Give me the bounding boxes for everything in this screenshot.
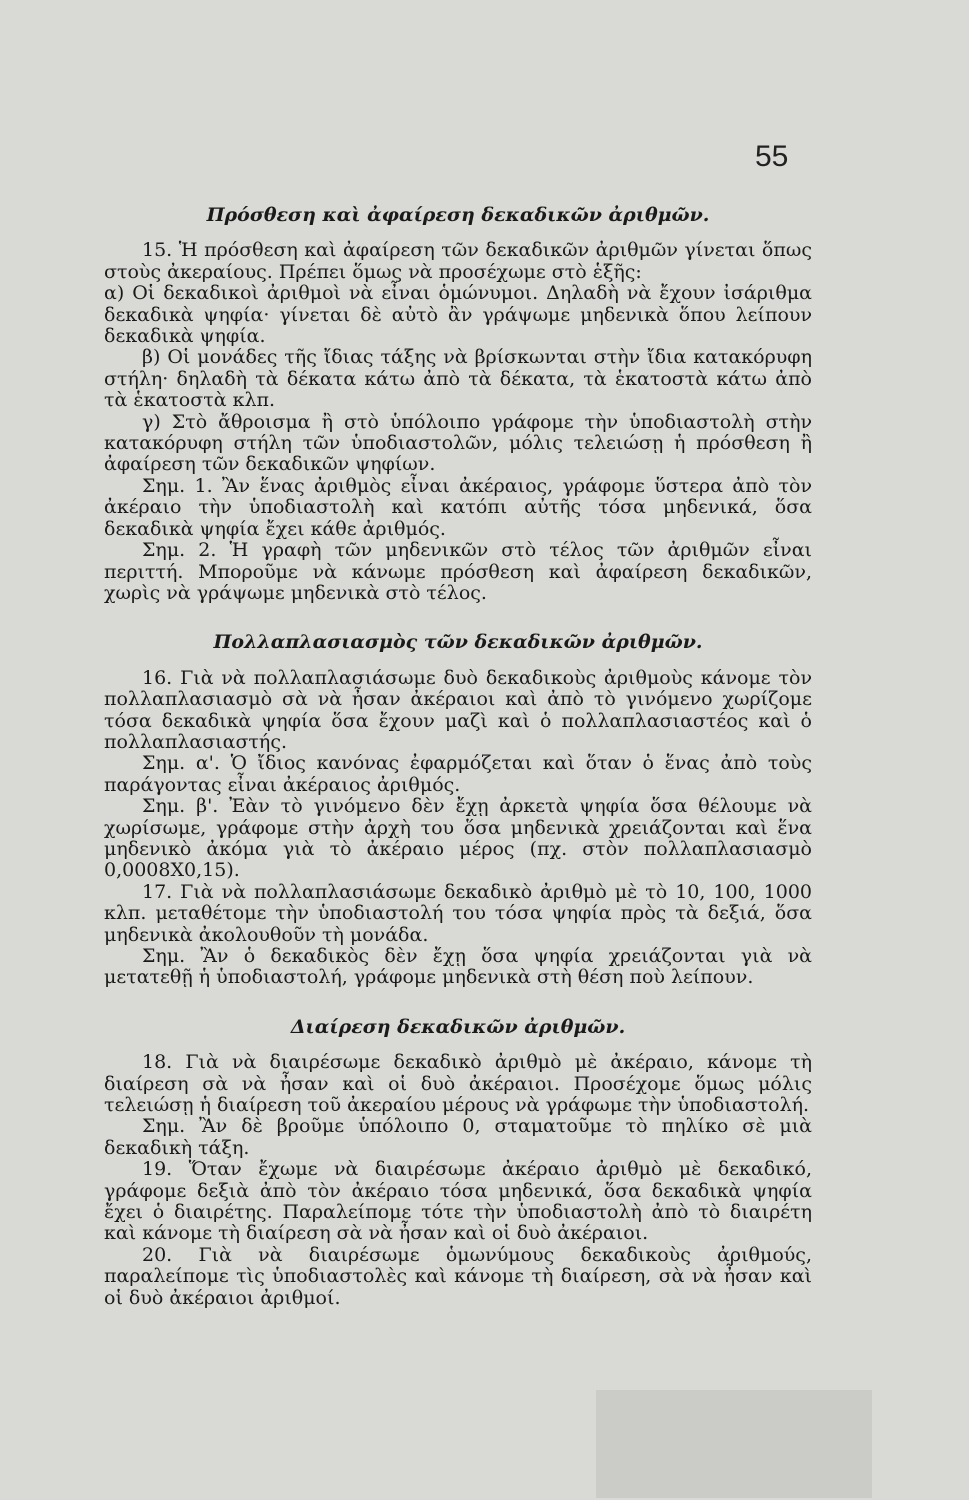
note-paragraph: Σημ. Ἂν δὲ βροῦμε ὑπόλοιπο 0, σταματοῦμε τὸ πηλίκο σὲ μιὰ δεκαδικὴ τάξη. [104,1115,812,1159]
section-heading-division: Διαίρεση δεκαδικῶν ἀριθμῶν. [290,1015,626,1038]
note-paragraph: Σημ. α'. Ὁ ἴδιος κανόνας ἐφαρμόζεται καὶ ὅταν ὁ ἕνας ἀπὸ τοὺς παράγοντας εἶναι ἀκέραιος ἀριθμός. [104,752,812,796]
note-paragraph: Σημ. 1. Ἂν ἕνας ἀριθμὸς εἶναι ἀκέραιος, γράφομε ὕστερα ἀπὸ τὸν ἀκέραιο τὴν ὑποδιαστολὴ καὶ κατόπι αὐτῆς τόσα μηδενικά, ὅσα δεκαδικὰ ψηφία ἔχει κάθε ἀριθμός. [104,474,812,540]
paragraph: 16. Γιὰ νὰ πολλαπλασιάσωμε δυὸ δεκαδικοὺς ἀριθμοὺς κάνομε τὸν πολλαπλασιασμὸ σὰ νὰ ἦσαν ἀκέραιοι καὶ ἀπὸ τὸ γινόμενο χωρίζομε τόσα δεκαδικὰ ψηφία ὅσα ἔχουν μαζὶ καὶ ὁ πολλαπλασιαστέος καὶ ὁ πολλαπλασιαστής. [104,666,812,753]
paragraph: 20. Γιὰ νὰ διαιρέσωμε ὁμωνύμους δεκαδικοὺς ἀριθμούς, παραλείπομε τὶς ὑποδιαστολὲς καὶ κάνομε τὴ διαίρεση, σὰ νὰ ἦσαν καὶ οἱ δυὸ ἀκέραιοι ἀριθμοί. [104,1243,812,1309]
section-heading-addition: Πρόσθεση καὶ ἀφαίρεση δεκαδικῶν ἀριθμῶν. [206,204,710,226]
note-paragraph: Σημ. Ἂν ὁ δεκαδικὸς δὲν ἔχῃ ὅσα ψηφία χρειάζονται γιὰ νὰ μετατεθῇ ἡ ὑποδιαστολή, γράφομε μηδενικὰ στὴ θέση ποὺ λείπουν. [104,945,812,989]
library-stamp [596,1390,872,1498]
paragraph: 17. Γιὰ νὰ πολλαπλασιάσωμε δεκαδικὸ ἀριθμὸ μὲ τὸ 10, 100, 1000 κλπ. μεταθέτομε τὴν ὑποδιαστολή του τόσα ψηφία πρὸς τὰ δεξιά, ὅσα μηδενικὰ ἀκολουθοῦν τὴ μονάδα. [104,880,812,946]
section-heading-multiplication: Πολλαπλασιασμὸς τῶν δεκαδικῶν ἀριθμῶν. [213,631,703,654]
paragraph: β) Οἱ μονάδες τῆς ἴδιας τάξης νὰ βρίσκωνται στὴν ἴδια κατακόρυφη στήλη· δηλαδὴ τὰ δέκατα κάτω ἀπὸ τὰ δέκατα, τὰ ἑκατοστὰ κάτω ἀπὸ τὰ ἑκατοστὰ κλπ. [104,346,812,412]
paragraph: α) Οἱ δεκαδικοὶ ἀριθμοὶ νὰ εἶναι ὁμώνυμοι. Δηλαδὴ νὰ ἔχουν ἰσάριθμα δεκαδικὰ ψηφία· γίνεται δὲ αὐτὸ ἂν γράψωμε μηδενικὰ ὅπου λείπουν δεκαδικὰ ψηφία. [104,282,812,348]
paragraph: γ) Στὸ ἄθροισμα ἢ στὸ ὑπόλοιπο γράφομε τὴν ὑποδιαστολὴ στὴν κατακόρυφη στήλη τῶν ὑποδιαστολῶν, μόλις τελειώσῃ ἡ πρόσθεση ἢ ἀφαίρεση τῶν δεκαδικῶν ψηφίων. [104,410,812,476]
paragraph: 19. Ὅταν ἔχωμε νὰ διαιρέσωμε ἀκέραιο ἀριθμὸ μὲ δεκαδικό, γράφομε δεξιὰ ἀπὸ τὸν ἀκέραιο τόσα μηδενικά, ὅσα δεκαδικὰ ψηφία ἔχει ὁ διαιρέτης. Παραλείπομε τότε τὴν ὑποδιαστολὴ ἀπὸ τὸ διαιρέτη καὶ κάνομε τὴ διαίρεση σὰ νὰ ἦσαν καὶ οἱ δυὸ ἀκέραιοι. [104,1158,812,1245]
note-paragraph: Σημ. β'. Ἐὰν τὸ γινόμενο δὲν ἔχῃ ἀρκετὰ ψηφία ὅσα θέλουμε νὰ χωρίσωμε, γράφομε στὴν ἀρχὴ του ὅσα μηδενικὰ χρειάζονται καὶ ἕνα μηδενικὸ ἀκόμα γιὰ τὸ ἀκέραιο μέρος (πχ. στὸν πολλαπλασιασμὸ 0,0008Χ0,15). [104,795,812,882]
paragraph: 18. Γιὰ νὰ διαιρέσωμε δεκαδικὸ ἀριθμὸ μὲ ἀκέραιο, κάνομε τὴ διαίρεση σὰ νὰ ἦσαν καὶ οἱ δυὸ ἀκέραιοι. Προσέχομε ὅμως μόλις τελειώσῃ ἡ διαίρεση τοῦ ἀκεραίου μέρους νὰ γράφωμε τὴν ὑποδιαστολή. [104,1051,812,1117]
paragraph: 15. Ἡ πρόσθεση καὶ ἀφαίρεση τῶν δεκαδικῶν ἀριθμῶν γίνεται ὅπως στοὺς ἀκεραίους. Πρέπει ὅμως νὰ προσέχωμε στὸ ἑξῆς: [104,239,812,283]
page-number: 55 [755,140,789,173]
note-paragraph: Σημ. 2. Ἡ γραφὴ τῶν μηδενικῶν στὸ τέλος τῶν ἀριθμῶν εἶναι περιττή. Μποροῦμε νὰ κάνωμε πρόσθεση καὶ ἀφαίρεση δεκαδικῶν, χωρὶς νὰ γράψωμε μηδενικὰ στὸ τέλος. [104,539,812,604]
page-content [104,205,812,1309]
